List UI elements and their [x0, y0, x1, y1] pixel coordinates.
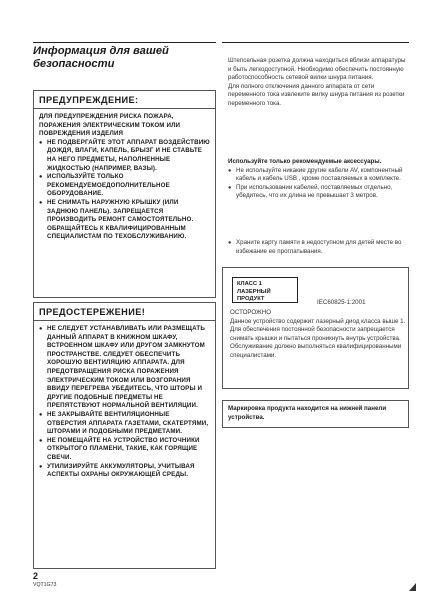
laser-caution — [230, 309, 406, 360]
page-title: Информация для вашей безопасности — [33, 45, 169, 70]
warning-heading: ПРЕДУПРЕЖДЕНИЕ: — [34, 95, 215, 109]
list-item: ● УТИЛИЗИРУЙТЕ АККУМУЛЯТОРЫ, УЧИТЫВАЯ АСПЕКТЫ ОХРАНЫ ОКРУЖАЮЩЕЙ СРЕДЫ. — [39, 463, 210, 480]
accessories-section — [228, 158, 408, 201]
laser-class-label — [232, 277, 298, 303]
card-list — [228, 239, 408, 256]
power-paragraph-1: Штепсельная розетка должна находиться вблизи аппаратуры и быть легкодоступной. Необходимо обеспечить постоянную работоспособность сетевой вилки шнура питания. — [228, 57, 406, 81]
list-item: ● НЕ ПОДВЕРГАЙТЕ ЭТОТ АППАРАТ ВОЗДЕЙСТВИЮ ДОЖДЯ, ВЛАГИ, КАПЕЛЬ, БРЫЗГ И НЕ СТАВЬТЕ НА НЕГО ПРЕДМЕТЫ, НАПОЛНЕННЫЕ ЖИДКОСТЬЮ (НАПРИМЕР, ВАЗЫ). — [39, 139, 210, 173]
warning-list — [39, 139, 210, 242]
title-rule-right — [222, 42, 409, 43]
caution-list — [39, 325, 210, 480]
list-item: ● Не используйте никакие другие кабели AV, компонентный кабель и кабель USB , кроме поставляемых в комплекте. — [228, 167, 408, 184]
laser-paragraph-1: Данное устройство содержит лазерный диод класса выше 1. — [230, 317, 406, 325]
accessories-heading: Используйте только рекомендуемые аксессуары. — [228, 158, 382, 165]
list-item: ● При использовании кабелей, поставляемых отдельно, убедитесь, что их длина не превышает 3 метров. — [228, 184, 408, 201]
power-paragraph-2: Для полного отключения данного аппарата от сети переменного тока извлеките вилку шнура питания из розетки переменного тока. — [228, 82, 405, 107]
card-section — [228, 239, 408, 256]
laser-label-line-1: КЛАСС 1 — [237, 281, 262, 287]
laser-standard: IEC60825-1:2001 — [317, 299, 366, 306]
warning-box — [33, 90, 216, 298]
list-item: ● Храните карту памяти в недоступном для детей месте во избежание ее проглатывания. — [228, 239, 408, 256]
corner-triangle-icon — [409, 583, 416, 591]
list-item: ● НЕ ЗАКРЫВАЙТЕ ВЕНТИЛЯЦИОННЫЕ ОТВЕРСТИЯ АППАРАТА ГАЗЕТАМИ, СКАТЕРТЯМИ, ШТОРАМИ И ПОДОБНЫМИ ПРЕДМЕТАМИ. — [39, 411, 210, 437]
laser-paragraph-3: Обслуживание должно выполняться квалифицированными специалистами. — [230, 343, 402, 359]
laser-paragraph-2: Для обеспечения постоянной безопасности запрещается снимать крышки и пытаться проникнуть внутрь устройства. — [230, 326, 401, 342]
accessories-list — [228, 167, 408, 201]
marking-text: Маркировка продукта находится на нижней панели устройства. — [228, 405, 387, 421]
title-rule-left — [33, 42, 216, 43]
warning-intro: ДЛЯ ПРЕДУПРЕЖДЕНИЯ РИСКА ПОЖАРА, ПОРАЖЕНИЯ ЭЛЕКТРИЧЕСКИМ ТОКОМ ИЛИ ПОВРЕЖДЕНИЯ ИЗДЕЛИЯ — [39, 113, 181, 138]
laser-label-line-2: ЛАЗЕРНЫЙ ПРОДУКТ — [237, 288, 271, 303]
laser-box — [222, 267, 409, 389]
power-section — [228, 57, 408, 108]
list-item: ● НЕ ПОМЕЩАЙТЕ НА УСТРОЙСТВО ИСТОЧНИКИ ОТКРЫТОГО ПЛАМЕНИ, ТАКИЕ, КАК ГОРЯЩИЕ СВЕЧИ. — [39, 437, 210, 463]
page-number: 2 — [33, 571, 39, 581]
list-item: ● ИСПОЛЬЗУЙТЕ ТОЛЬКО РЕКОМЕНДУЕМОЕДОПОЛНИТЕЛЬНОЕ ОБОРУДОВАНИЕ. — [39, 173, 210, 199]
list-item: ● НЕ СЛЕДУЕТ УСТАНАВЛИВАТЬ ИЛИ РАЗМЕЩАТЬ ДАННЫЙ АППАРАТ В КНИЖНОМ ШКАФУ, ВСТРОЕННОМ ШКАФУ ИЛИ ДРУГОМ ЗАМКНУТОМ ПРОСТРАНСТВЕ. СЛЕДУЕТ ОБЕСПЕЧИТЬ ХОРОШУЮ ВЕНТИЛЯЦИЮ АППАРАТА. ДЛЯ ПРЕДОТВРАЩЕНИЯ РИСКА ПОРАЖЕНИЯ ЭЛЕКТРИЧЕСКИМ ТОКОМ ИЛИ ВОЗГОРАНИЯ ВВИДУ ПЕРЕГРЕВА УБЕДИТЕСЬ, ЧТО ШТОРЫ И ДРУГИЕ ПОДОБНЫЕ ПРЕДМЕТЫ НЕ ПРЕПЯТСТВУЮТ НОРМАЛЬНОЙ ВЕНТИЛЯЦИИ. — [39, 325, 210, 411]
laser-caution-title: ОСТОРОЖНО — [230, 309, 272, 316]
marking-box — [222, 400, 409, 428]
caution-heading: ПРЕДОСТЕРЕЖЕНИЕ! — [34, 307, 215, 321]
list-item: ● НЕ СНИМАТЬ НАРУЖНУЮ КРЫШКУ (ИЛИ ЗАДНЮЮ ПАНЕЛЬ). ЗАПРЕЩАЕТСЯ ПРОИЗВОДИТЬ РЕМОНТ САМОСТОЯТЕЛЬНО. ОБРАЩАЙТЕСЬ К КВАЛИФИЦИРОВАННЫМ СПЕЦИАЛИСТАМ ПО ТЕХОБСЛУЖИВАНИЮ. — [39, 199, 210, 242]
caution-box — [33, 302, 216, 569]
page-code: VQT1G73 — [33, 582, 57, 588]
